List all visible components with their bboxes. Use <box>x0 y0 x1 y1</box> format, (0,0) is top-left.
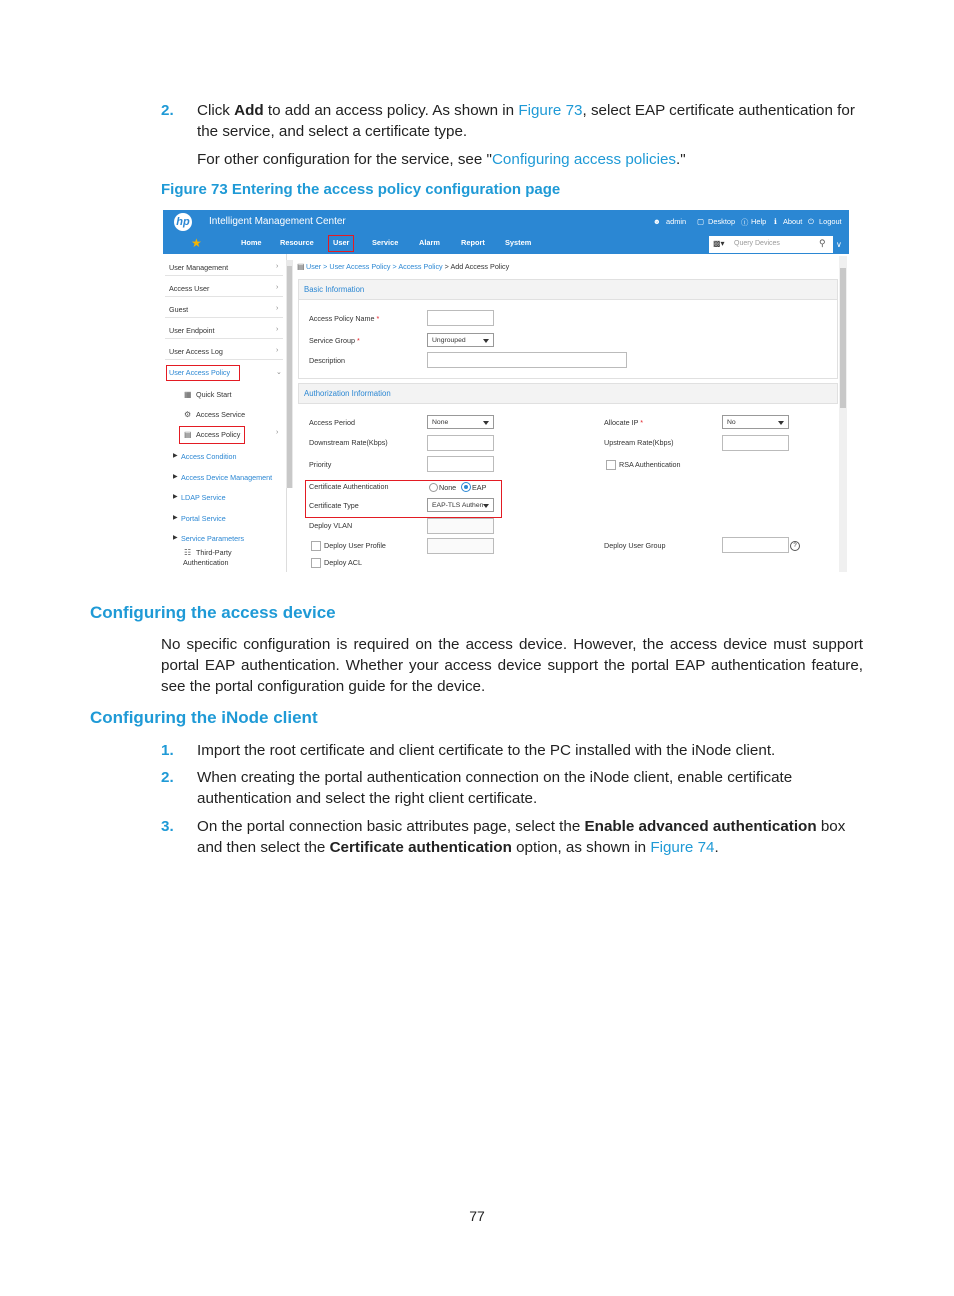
triangle-right-icon: ▶ <box>173 474 178 480</box>
breadcrumb-icon: ▤ <box>297 262 305 271</box>
breadcrumb: User > User Access Policy > Access Policy > Add Access Policy <box>306 262 510 271</box>
deploy-user-group-label: Deploy User Group <box>604 541 666 550</box>
breadcrumb-current: Add Access Policy <box>450 262 510 271</box>
sidebar-item-user-access-policy[interactable]: User Access Policy <box>169 368 231 377</box>
service-group-select[interactable]: Ungrouped <box>427 333 494 347</box>
divider <box>165 317 283 318</box>
cert-none-radio[interactable] <box>429 483 438 492</box>
text: Click <box>197 102 235 119</box>
sidebar-sub-quick-start[interactable]: Quick Start <box>196 390 232 399</box>
allocate-ip-select[interactable]: No <box>722 415 789 429</box>
step-number: 2. <box>161 102 174 119</box>
nav-user[interactable]: User <box>333 238 350 247</box>
basic-info-header <box>298 279 838 300</box>
search-icon[interactable]: ⚲ <box>819 238 826 248</box>
rsa-auth-label: RSA Authentication <box>619 460 681 469</box>
about-icon: ℹ <box>774 217 777 226</box>
upstream-rate-input[interactable] <box>722 435 789 451</box>
page-number: 77 <box>469 1208 485 1224</box>
hp-logo: hp <box>174 213 192 231</box>
sidebar-item-user-management[interactable]: User Management <box>169 263 229 272</box>
description-label: Description <box>309 356 345 365</box>
rsa-auth-checkbox[interactable] <box>606 460 616 470</box>
figure-screenshot <box>163 210 849 572</box>
deploy-acl-label: Deploy ACL <box>324 558 362 567</box>
step-text: Import the root certificate and client certificate to the PC installed with the iNode client. <box>197 742 776 759</box>
cert-eap-label: EAP <box>472 483 487 492</box>
upstream-rate-label: Upstream Rate(Kbps) <box>604 438 674 447</box>
chevron-down-icon[interactable]: ∨ <box>836 240 842 249</box>
divider <box>165 296 283 297</box>
sidebar-item-user-endpoint[interactable]: User Endpoint <box>169 326 215 335</box>
priority-input[interactable] <box>427 456 494 472</box>
logout-icon: ⏻ <box>808 217 814 226</box>
desktop-icon: ▢ <box>697 217 704 226</box>
help-icon: ⓘ <box>741 218 749 227</box>
sidebar-sub-third-party-line2: Authentication <box>183 558 229 567</box>
radio-dot <box>464 485 468 489</box>
main-scroll-thumb[interactable] <box>840 268 846 408</box>
desktop-link[interactable]: Desktop <box>708 217 736 226</box>
help-icon[interactable]: ? <box>790 541 800 551</box>
sidebar-sub-third-party[interactable]: Third-Party <box>196 548 232 557</box>
paragraph-line: No specific configuration is required on the access device. However, the access device must support <box>161 636 863 653</box>
breadcrumb-user-access-policy[interactable]: User Access Policy <box>329 262 391 271</box>
section-heading: Configuring the access device <box>90 603 336 622</box>
favorite-star-icon[interactable]: ★ <box>191 236 202 250</box>
nav-home[interactable]: Home <box>241 238 262 247</box>
deploy-vlan-label: Deploy VLAN <box>309 521 353 530</box>
deploy-user-profile-label: Deploy User Profile <box>324 541 386 550</box>
nav-system[interactable]: System <box>505 238 532 247</box>
breadcrumb-access-policy[interactable]: Access Policy <box>398 262 443 271</box>
section-heading: Configuring the iNode client <box>90 708 318 727</box>
access-policy-icon: ▤ <box>184 430 192 439</box>
text: . <box>714 839 719 856</box>
figure-caption: Figure 73 Entering the access policy configuration page <box>161 181 561 198</box>
deploy-user-profile-checkbox[interactable] <box>311 541 321 551</box>
text: box <box>816 818 846 835</box>
access-policy-name-input[interactable] <box>427 310 494 326</box>
step-number: 3. <box>161 818 174 835</box>
user-icon: ☻ <box>653 217 661 226</box>
allocate-ip-label <box>604 418 643 427</box>
chevron-right-icon: › <box>276 429 279 436</box>
nav-report[interactable]: Report <box>461 238 485 247</box>
text: ." <box>675 151 686 168</box>
third-party-icon: ☷ <box>184 548 192 557</box>
bold-text: Enable advanced authentication <box>584 818 817 835</box>
logout-link[interactable]: Logout <box>819 217 842 226</box>
text: , select EAP certificate authentication for <box>582 102 855 119</box>
paragraph-line: see the portal configuration guide for the device. <box>161 678 486 695</box>
bold-text: Certificate authentication <box>329 839 512 856</box>
step-text <box>197 100 855 121</box>
access-period-label: Access Period <box>309 418 355 427</box>
nav-resource[interactable]: Resource <box>280 238 314 247</box>
required-mark: * <box>640 418 644 427</box>
triangle-right-icon: ▶ <box>173 515 178 521</box>
service-group-label <box>309 336 360 345</box>
chevron-right-icon: › <box>276 263 279 270</box>
sidebar-link-ldap-service[interactable]: LDAP Service <box>181 493 226 502</box>
deploy-user-profile-input[interactable] <box>427 538 494 554</box>
sidebar-item-guest[interactable]: Guest <box>169 305 189 314</box>
step-number: 1. <box>161 742 174 759</box>
description-input[interactable] <box>427 352 627 368</box>
help-link[interactable]: Help <box>751 217 767 226</box>
deploy-acl-checkbox[interactable] <box>311 558 321 568</box>
step-number: 2. <box>161 769 174 786</box>
paragraph <box>197 149 686 170</box>
triangle-right-icon: ▶ <box>173 535 178 541</box>
device-filter-icon[interactable]: ▩▾ <box>713 239 725 248</box>
divider <box>165 359 283 360</box>
sidebar-scroll-thumb[interactable] <box>287 266 292 488</box>
nav-alarm[interactable]: Alarm <box>419 238 440 247</box>
sidebar-link-access-device-management[interactable]: Access Device Management <box>181 473 273 482</box>
chevron-right-icon: › <box>276 305 279 312</box>
cert-none-label: None <box>439 483 457 492</box>
label-text: Access Policy Name <box>309 314 375 323</box>
chevron-right-icon: › <box>276 347 279 354</box>
priority-label: Priority <box>309 460 332 469</box>
search-input[interactable]: Query Devices <box>734 240 780 247</box>
text: option, as shown in <box>511 839 651 856</box>
text: On the portal connection basic attributes page, select the <box>197 818 585 835</box>
downstream-rate-label: Downstream Rate(Kbps) <box>309 438 388 447</box>
chevron-down-icon: ⌄ <box>276 369 282 376</box>
paragraph-line: portal EAP authentication. Whether your access device support the portal EAP authentication feature, <box>161 657 863 674</box>
divider <box>165 338 283 339</box>
text: to add an access policy. As shown in <box>263 102 519 119</box>
sidebar-link-access-condition[interactable]: Access Condition <box>181 452 237 461</box>
auth-info-title: Authorization Information <box>304 389 391 398</box>
quick-start-icon: ▦ <box>184 390 192 399</box>
sidebar-item-access-user[interactable]: Access User <box>169 284 210 293</box>
deploy-vlan-input[interactable] <box>427 518 494 534</box>
about-link[interactable]: About <box>783 217 803 226</box>
basic-info-title: Basic Information <box>304 285 365 294</box>
label-text: Allocate IP <box>604 418 639 427</box>
triangle-right-icon: ▶ <box>173 453 178 459</box>
text: and then select the <box>197 839 330 856</box>
text: For other configuration for the service, see " <box>197 151 492 168</box>
cert-eap-radio[interactable] <box>461 482 471 492</box>
access-period-select[interactable]: None <box>427 415 494 429</box>
step-text <box>197 816 845 837</box>
section-link[interactable]: Configuring access policies <box>491 151 676 168</box>
cert-type-label: Certificate Type <box>309 501 359 510</box>
triangle-right-icon: ▶ <box>173 494 178 500</box>
bold-text: Add <box>234 102 264 119</box>
step-text-line: authentication and select the right client certificate. <box>197 790 538 807</box>
step-text-line <box>197 837 719 858</box>
chevron-right-icon: › <box>276 326 279 333</box>
sidebar-link-service-parameters[interactable]: Service Parameters <box>181 534 245 543</box>
breadcrumb-user[interactable]: User <box>306 262 322 271</box>
admin-link[interactable]: admin <box>666 217 687 226</box>
required-mark: * <box>376 314 380 323</box>
deploy-user-group-input[interactable] <box>722 537 789 553</box>
nav-service[interactable]: Service <box>372 238 399 247</box>
access-service-icon: ⚙ <box>184 410 192 419</box>
step-text: When creating the portal authentication connection on the iNode client, enable certificate <box>197 769 793 786</box>
required-mark: * <box>356 336 360 345</box>
cert-type-select[interactable]: EAP-TLS Authen <box>427 498 494 512</box>
chevron-right-icon: › <box>276 284 279 291</box>
sidebar-sub-access-policy[interactable]: Access Policy <box>196 430 241 439</box>
step-text-line: the service, and select a certificate type. <box>197 123 468 140</box>
figure-link[interactable]: Figure 73 <box>518 102 583 119</box>
label-text: Service Group <box>309 336 355 345</box>
divider <box>165 275 283 276</box>
sidebar-sub-access-service[interactable]: Access Service <box>196 410 246 419</box>
figure-link[interactable]: Figure 74 <box>650 839 715 856</box>
app-title: Intelligent Management Center <box>209 216 346 227</box>
sidebar-item-user-access-log[interactable]: User Access Log <box>169 347 223 356</box>
downstream-rate-input[interactable] <box>427 435 494 451</box>
cert-auth-label: Certificate Authentication <box>309 482 389 491</box>
sidebar-link-portal-service[interactable]: Portal Service <box>181 514 226 523</box>
access-policy-name-label <box>309 314 379 323</box>
